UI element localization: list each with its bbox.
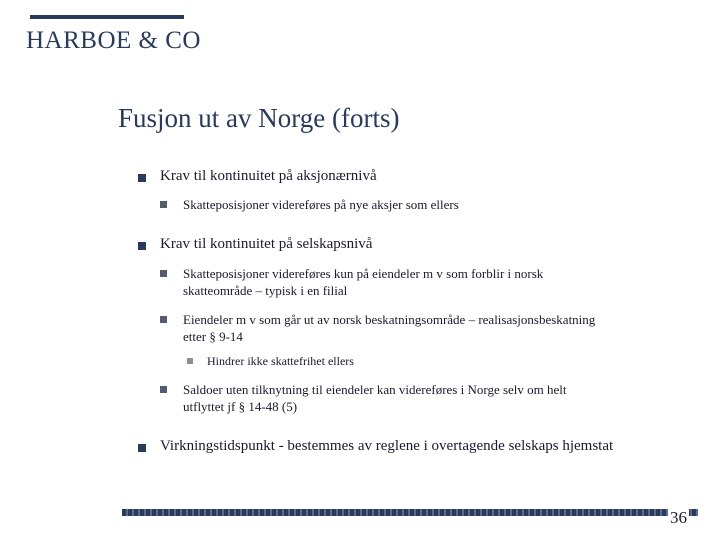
sub-bullet-text (183, 265, 543, 299)
bullet-square-icon (138, 444, 146, 452)
bullet-text: Virkningstidspunkt - bestemmes av reglene i overtagende selskaps hjemstat (160, 438, 614, 454)
bullet-square-icon (138, 174, 146, 182)
sub-bullet-square-icon (160, 201, 167, 208)
sub-bullet-line: etter § 9-14 (183, 329, 243, 344)
logo-bar (30, 15, 184, 19)
footer-bar (122, 509, 698, 516)
bullet-text: Krav til kontinuitet på aksjonærnivå (160, 168, 377, 184)
sub-bullet-line: utflyttet jf § 14-48 (5) (183, 399, 298, 414)
sub-bullet-text (183, 381, 567, 415)
sub-bullet-text (183, 311, 595, 345)
sub-bullet-line: Saldoer uten tilknytning til eiendeler kan videreføres i Norge selv om helt (183, 382, 567, 397)
slide-title: Fusjon ut av Norge (forts) (118, 103, 400, 133)
bullet-square-icon (138, 242, 146, 250)
page-number: 36 (670, 508, 687, 527)
company-logo: HARBOE & CO (26, 27, 201, 54)
sub-bullet-line: Skatteposisjoner videreføres kun på eiendeler m v som forblir i norsk (183, 266, 544, 281)
sub-bullet-text: Skatteposisjoner videreføres på nye aksjer som ellers (183, 197, 459, 212)
sub-bullet-line: skatteområde – typisk i en filial (183, 283, 348, 298)
sub-bullet-line: Eiendeler m v som går ut av norsk beskatningsområde – realisasjonsbeskatning (183, 312, 596, 327)
sub-sub-bullet-text: Hindrer ikke skattefrihet ellers (207, 354, 354, 368)
sub-bullet-square-icon (160, 270, 167, 277)
sub-bullet-square-icon (160, 386, 167, 393)
bullet-text: Krav til kontinuitet på selskapsnivå (160, 236, 373, 252)
sub-sub-bullet-square-icon (187, 358, 193, 364)
sub-bullet-square-icon (160, 316, 167, 323)
